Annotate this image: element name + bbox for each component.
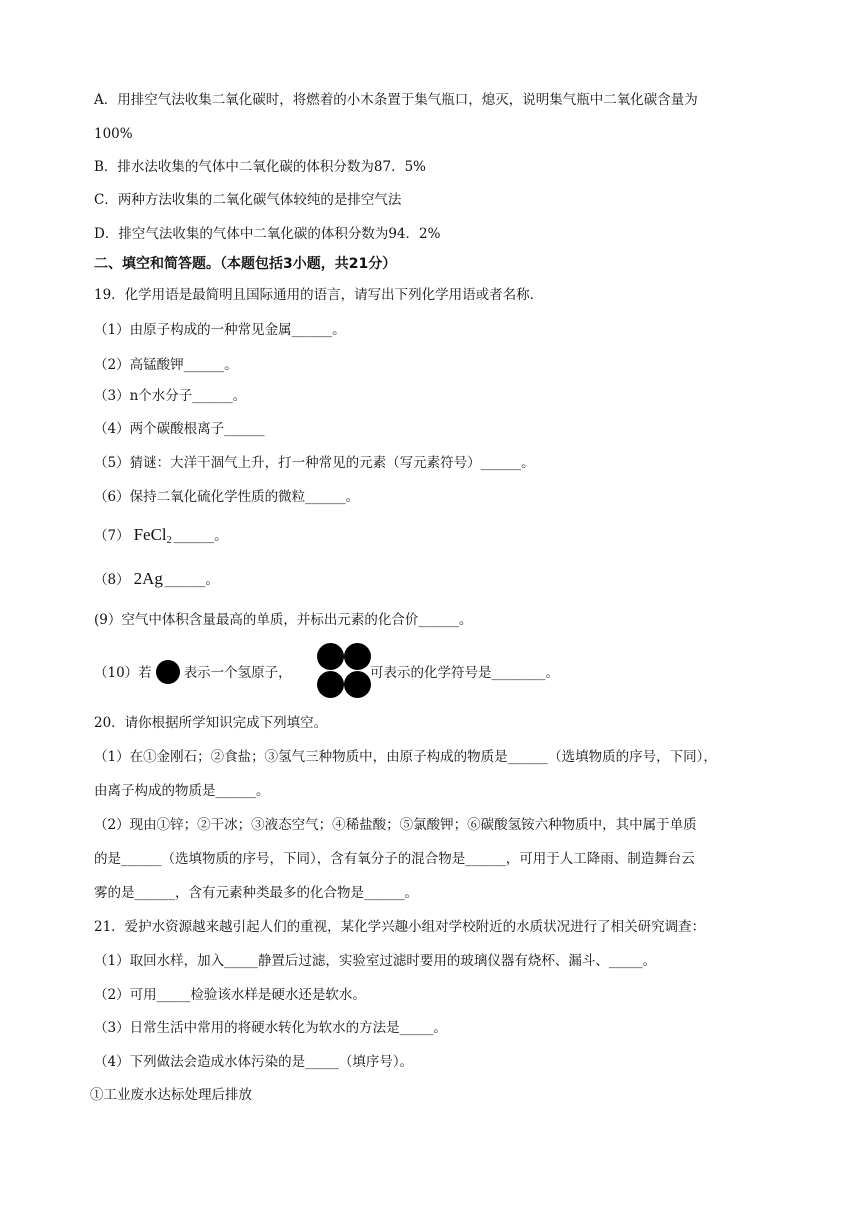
- q19-part10-suffix: 可表示的化学符号是________。: [370, 665, 559, 681]
- atom-icon: [317, 643, 344, 670]
- q18-option-c: C．两种方法收集的二氧化碳气体较纯的是排空气法: [94, 192, 402, 208]
- q21-part2: （2）可用_____检验该水样是硬水还是软水。: [94, 987, 366, 1003]
- q19-part8-prefix: （8）: [94, 572, 130, 588]
- atom-icon: [344, 671, 371, 698]
- q20-part2-line3: 雾的是______，含有元素种类最多的化合物是______。: [94, 885, 418, 901]
- q19-stem: 19．化学用语是最简明且国际通用的语言，请写出下列化学用语或者名称．: [94, 287, 544, 303]
- fecl2-formula-main: FeCl: [133, 525, 167, 544]
- q19-part10: [94, 661, 292, 686]
- q18-option-a-line2: 100%: [94, 126, 133, 142]
- fecl2-formula: [134, 525, 172, 544]
- q21-part3: （3）日常生活中常用的将硬水转化为软水的方法是_____。: [94, 1020, 447, 1036]
- q20-part1-line2: 由离子构成的物质是______。: [94, 783, 270, 799]
- q18-option-d: D．排空气法收集的气体中二氧化碳的体积分数为94．2%: [94, 226, 441, 242]
- q18-option-a-line1: A．用排空气法收集二氧化碳时，将燃着的小木条置于集气瓶口，熄灭，说明集气瓶中二氧化碳含量为: [94, 92, 698, 108]
- q19-part1: （1）由原子构成的一种常见金属______。: [94, 322, 346, 338]
- q19-part8: [94, 569, 219, 590]
- q19-part3: （3）n个水分子______。: [94, 388, 247, 404]
- q19-part9: (9）空气中体积含量最高的单质，并标出元素的化合价______。: [94, 612, 473, 628]
- q19-part7: [94, 525, 228, 551]
- q19-part6: （6）保持二氧化硫化学性质的微粒______。: [94, 489, 360, 505]
- four-hydrogen-atoms-icon: [313, 643, 373, 697]
- q21-part1: （1）取回水样，加入_____静置后过滤，实验室过滤时要用的玻璃仪器有烧杯、漏斗、_____。: [94, 953, 657, 969]
- q19-part2: （2）高锰酸钾______。: [94, 357, 238, 373]
- q19-part10-middle: 表示一个氢原子，: [183, 665, 292, 681]
- q21-option1: ①工业废水达标处理后排放: [90, 1087, 252, 1103]
- atom-cluster: [317, 643, 369, 697]
- q21-part4: （4）下列做法会造成水体污染的是_____（填序号）。: [94, 1054, 414, 1070]
- atom-icon: [344, 643, 371, 670]
- 2ag-formula: 2Ag: [133, 569, 163, 588]
- q19-part8-suffix: ______。: [164, 572, 219, 588]
- atom-icon: [317, 671, 344, 698]
- q19-part7-suffix: ______。: [173, 528, 228, 544]
- q19-part4: （4）两个碳酸根离子______: [94, 421, 265, 437]
- q20-part2-line2: 的是______（选填物质的序号，下同），含有氧分子的混合物是______，可用于人工降雨、制造舞台云: [94, 851, 695, 867]
- q19-part10-prefix: （10）若: [94, 665, 152, 681]
- q20-part1-line1: （1）在①金刚石；②食盐；③氢气三种物质中，由原子构成的物质是______（选填物质的序号，下同），: [94, 749, 717, 765]
- fecl2-formula-subscript: 2: [166, 535, 172, 546]
- section2-heading: 二、填空和简答题。（本题包括3小题，共21分）: [94, 256, 397, 272]
- q20-stem: 20．请你根据所学知识完成下列填空。: [94, 715, 328, 731]
- q19-part5: （5）猜谜：大洋干涸气上升，打一种常见的元素（写元素符号）______。: [94, 455, 535, 471]
- q20-part2-line1: （2）现由①锌；②干冰；③液态空气；④稀盐酸；⑤氯酸钾；⑥碳酸氢铵六种物质中，其中属于单质: [94, 817, 697, 833]
- q18-option-b: B．排水法收集的气体中二氧化碳的体积分数为87．5%: [94, 159, 427, 175]
- q21-stem: 21．爱护水资源越来越引起人们的重视，某化学兴趣小组对学校附近的水质状况进行了相关研究调查：: [94, 919, 706, 935]
- hydrogen-atom-icon: [156, 660, 180, 684]
- q19-part7-prefix: （7）: [94, 528, 130, 544]
